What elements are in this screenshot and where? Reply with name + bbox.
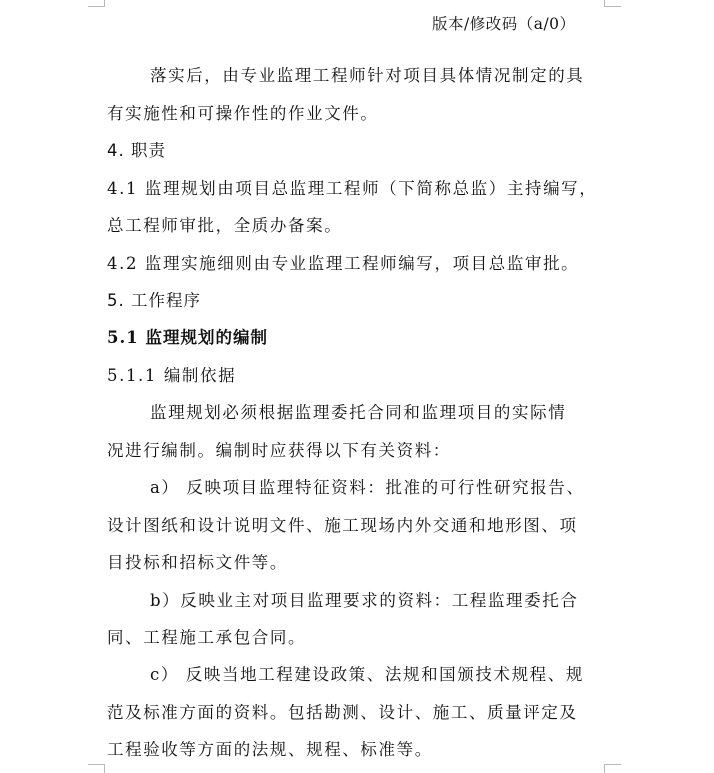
paragraph-line: 目投标和招标文件等。 bbox=[107, 553, 288, 572]
paragraph-line: 总工程师审批，全质办备案。 bbox=[107, 216, 343, 235]
list-item-c: c） 反映当地工程建设政策、法规和国颁技术规程、规 bbox=[150, 665, 584, 684]
paragraph-line: 况进行编制。编制时应获得以下有关资料： bbox=[107, 441, 451, 460]
page-header-version: 版本/修改码（a/0） bbox=[432, 15, 576, 33]
crop-mark-top-left bbox=[88, 0, 105, 7]
paragraph-line: 工程验收等方面的法规、规程、标准等。 bbox=[107, 740, 433, 759]
paragraph-line: 范及标准方面的资料。包括勘测、设计、施工、质量评定及 bbox=[107, 703, 578, 722]
paragraph-line: 有实施性和可操作性的作业文件。 bbox=[107, 104, 379, 123]
list-item-a: a） 反映项目监理特征资料：批准的可行性研究报告、 bbox=[150, 478, 585, 497]
paragraph-line: 设计图纸和设计说明文件、施工现场内外交通和地形图、项 bbox=[107, 516, 578, 535]
paragraph-line: 4.2 监理实施细则由专业监理工程师编写，项目总监审批。 bbox=[107, 254, 580, 273]
subsection-heading-plan: 5.1 监理规划的编制 bbox=[107, 328, 268, 347]
section-heading-duties: 4. 职责 bbox=[107, 141, 166, 160]
paragraph-line: 落实后，由专业监理工程师针对项目具体情况制定的具 bbox=[150, 66, 585, 85]
crop-mark-top-right bbox=[604, 0, 621, 7]
section-heading-procedure: 5. 工作程序 bbox=[107, 291, 201, 310]
paragraph-line: 监理规划必须根据监理委托合同和监理项目的实际情 bbox=[150, 403, 567, 422]
paragraph-line: 4.1 监理规划由项目总监理工程师（下简称总监）主持编写， bbox=[107, 179, 598, 198]
subsubsection-heading-basis: 5.1.1 编制依据 bbox=[107, 366, 237, 385]
list-item-b: b）反映业主对项目监理要求的资料：工程监理委托合 bbox=[150, 591, 579, 610]
paragraph-line: 同、工程施工承包合同。 bbox=[107, 628, 307, 647]
